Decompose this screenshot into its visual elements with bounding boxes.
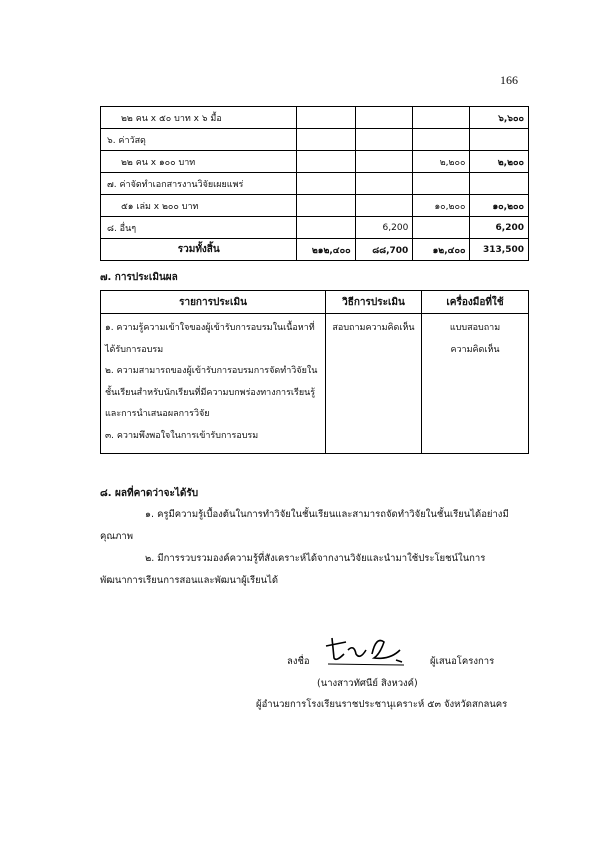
result-2-line-2: พัฒนาการเรียนการสอนและพัฒนาผู้เรียนได้: [100, 575, 279, 586]
header-item: รายการประเมิน: [101, 291, 326, 314]
budget-col1: [297, 173, 355, 195]
signer-position: ผู้อำนวยการโรงเรียนราชประชานุเคราะห์ ๕๓ จังหวัดสกลนคร: [256, 699, 508, 710]
budget-total-row: [101, 239, 529, 261]
budget-total: [470, 129, 529, 151]
budget-desc: ๘. อื่นๆ: [101, 217, 297, 239]
tool-line: ความคิดเห็น: [450, 344, 500, 355]
results-heading: ๘. ผลที่คาดว่าจะได้รับ: [100, 488, 199, 499]
budget-total: ๖,๖๐๐: [470, 107, 529, 129]
evaluation-items: [101, 314, 326, 454]
result-2-line-1: ๒. มีการรวบรวมองค์ความรู้ที่สังเคราะห์ได้จากงานวิจัยและนำมาใช้ประโยชน์ในการ: [145, 553, 486, 564]
budget-col1: [297, 107, 355, 129]
budget-total: ๒,๒๐๐: [470, 151, 529, 173]
total-label: รวมทั้งสิ้น: [101, 239, 297, 261]
budget-col3: [413, 173, 470, 195]
budget-col2: [355, 107, 413, 129]
budget-total: ๑๐,๒๐๐: [470, 195, 529, 217]
evaluation-table: [100, 290, 529, 454]
evaluation-header-row: [101, 291, 529, 314]
budget-col2: 6,200: [355, 217, 413, 239]
tool-line: แบบสอบถาม: [449, 323, 501, 333]
budget-col1: [297, 195, 355, 217]
budget-desc: ๗. ค่าจัดทำเอกสารงานวิจัยเผยแพร่: [101, 173, 297, 195]
budget-total: 6,200: [470, 217, 529, 239]
budget-col3: [413, 129, 470, 151]
total-col1: ๒๑๒,๔๐๐: [297, 239, 355, 261]
budget-desc: ๒๒ คน x ๕๐ บาท x ๖ มื้อ: [101, 107, 297, 129]
budget-desc: ๕๑ เล่ม x ๒๐๐ บาท: [101, 195, 297, 217]
total-grand: 313,500: [470, 239, 529, 261]
evaluation-heading: ๗. การประเมินผล: [100, 272, 178, 283]
budget-row: [101, 217, 529, 239]
budget-col2: [355, 151, 413, 173]
evaluation-item: ๑. ความรู้ความเข้าใจของผู้เข้ารับการอบรมในเนื้อหาที่ได้รับการอบรม: [105, 323, 315, 355]
proposer-role: ผู้เสนอโครงการ: [430, 656, 495, 667]
budget-col3: [413, 107, 470, 129]
budget-row: [101, 107, 529, 129]
evaluation-method: สอบถามความคิดเห็น: [326, 314, 422, 454]
header-tool: เครื่องมือที่ใช้: [422, 291, 529, 314]
evaluation-tool: [422, 314, 529, 454]
budget-col1: [297, 217, 355, 239]
budget-col3: ๒,๒๐๐: [413, 151, 470, 173]
budget-row: [101, 173, 529, 195]
budget-col1: [297, 151, 355, 173]
budget-col3: ๑๐,๒๐๐: [413, 195, 470, 217]
budget-total: [470, 173, 529, 195]
budget-desc: ๖. ค่าวัสดุ: [101, 129, 297, 151]
sign-label: ลงชื่อ: [287, 656, 310, 667]
evaluation-item: ๓. ความพึงพอใจในการเข้ารับการอบรม: [105, 430, 259, 441]
budget-row: [101, 195, 529, 217]
header-method: วิธีการประเมิน: [326, 291, 422, 314]
signer-name: (นางสาวทัศนีย์ สิงหวงค์): [317, 678, 418, 689]
total-col2: ๘๘,700: [355, 239, 413, 261]
budget-row: [101, 129, 529, 151]
budget-row: [101, 151, 529, 173]
evaluation-body-row: [101, 314, 529, 454]
budget-col2: [355, 195, 413, 217]
budget-table: [100, 106, 529, 261]
budget-desc: ๒๒ คน x ๑๐๐ บาท: [101, 151, 297, 173]
budget-col1: [297, 129, 355, 151]
page-number: 166: [500, 73, 518, 87]
budget-col3: [413, 217, 470, 239]
handwritten-signature: [320, 632, 410, 672]
evaluation-item: ๒. ความสามารถของผู้เข้ารับการอบรมการจัดทำวิจัยในชั้นเรียนสำหรับนักเรียนที่มีความบกพร่องทางการเรียนรู้และการนำเสนอผลการวิจัย: [105, 366, 318, 419]
budget-col2: [355, 129, 413, 151]
total-col3: ๑๒,๔๐๐: [413, 239, 470, 261]
budget-col2: [355, 173, 413, 195]
result-1-line-2: คุณภาพ: [100, 531, 134, 542]
result-1-line-1: ๑. ครูมีความรู้เบื้องต้นในการทำวิจัยในชั้นเรียนและสามารถจัดทำวิจัยในชั้นเรียนได้อย่างมี: [145, 509, 509, 520]
